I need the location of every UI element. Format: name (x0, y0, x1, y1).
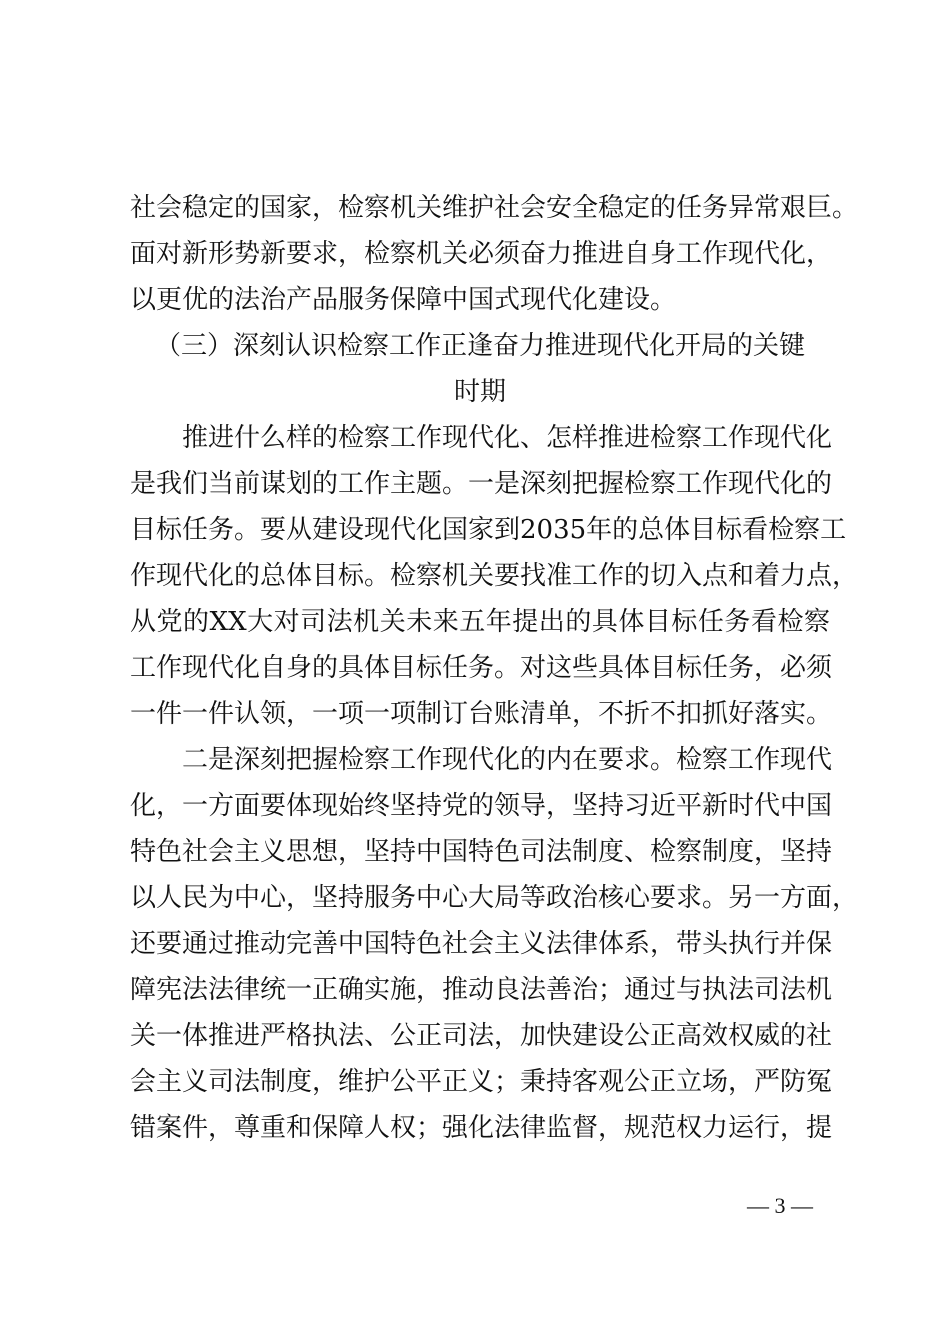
paragraph-one-line-1: 推进什么样的检察工作现代化、怎样推进检察工作现代化 (182, 423, 833, 453)
intro-line-3: 以更优的法治产品服务保障中国式现代化建设。 (130, 285, 677, 315)
paragraph-one-line-3: 目标任务。要从建设现代化国家到2035年的总体目标看检察工 (130, 515, 847, 545)
paragraph-two-line-4: 以人民为中心，坚持服务中心大局等政治核心要求。另一方面， (130, 883, 859, 913)
paragraph-two-line-9: 错案件，尊重和保障人权；强化法律监督，规范权力运行，提 (130, 1113, 833, 1143)
section-heading-line-1: （三）深刻认识检察工作正逢奋力推进现代化开局的关键 (154, 331, 805, 361)
paragraph-one-line-6: 工作现代化自身的具体目标任务。对这些具体目标任务，必须 (130, 653, 833, 683)
paragraph-two-line-8: 会主义司法制度，维护公平正义；秉持客观公正立场，严防冤 (130, 1067, 833, 1097)
paragraph-one-line-4: 作现代化的总体目标。检察机关要找准工作的切入点和着力点， (130, 561, 859, 591)
paragraph-two-line-3: 特色社会主义思想，坚持中国特色司法制度、检察制度，坚持 (130, 837, 833, 867)
paragraph-two-line-5: 还要通过推动完善中国特色社会主义法律体系，带头执行并保 (130, 929, 833, 959)
paragraph-two-line-7: 关一体推进严格执法、公正司法，加快建设公正高效权威的社 (130, 1021, 833, 1051)
intro-line-1: 社会稳定的国家，检察机关维护社会安全稳定的任务异常艰巨。 (130, 193, 859, 223)
section-heading-line-2: 时期 (453, 377, 506, 407)
paragraph-one-line-7: 一件一件认领，一项一项制订台账清单，不折不扣抓好落实。 (130, 699, 833, 729)
paragraph-one-line-2: 是我们当前谋划的工作主题。一是深刻把握检察工作现代化的 (130, 469, 833, 499)
paragraph-two-line-2: 化，一方面要体现始终坚持党的领导，坚持习近平新时代中国 (130, 791, 833, 821)
intro-line-2: 面对新形势新要求，检察机关必须奋力推进自身工作现代化， (130, 239, 833, 269)
paragraph-two-line-1: 二是深刻把握检察工作现代化的内在要求。检察工作现代 (182, 745, 833, 775)
paragraph-one-line-5: 从党的XX大对司法机关未来五年提出的具体目标任务看检察 (130, 607, 830, 637)
page-number: — 3 — (747, 1193, 813, 1218)
paragraph-two-line-6: 障宪法法律统一正确实施，推动良法善治；通过与执法司法机 (130, 975, 833, 1005)
